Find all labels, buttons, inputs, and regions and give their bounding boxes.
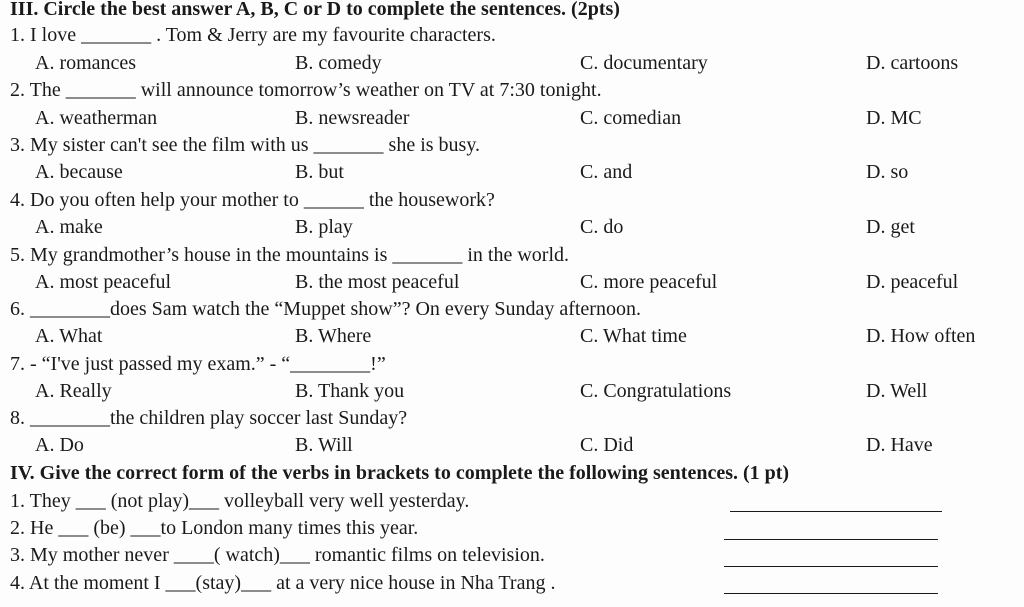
q6-option-d[interactable]: D. How often <box>866 325 976 347</box>
q5-option-c[interactable]: C. more peaceful <box>580 271 718 293</box>
q7-option-c[interactable]: C. Congratulations <box>580 380 732 402</box>
q5-option-d[interactable]: D. peaceful <box>866 271 959 293</box>
q5-option-b[interactable]: B. the most peaceful <box>295 271 460 293</box>
q5-option-a[interactable]: A. most peaceful <box>35 271 172 293</box>
q6-option-c[interactable]: C. What time <box>580 325 687 347</box>
question-1: 1. I love _______ . Tom & Jerry are my favourite characters. <box>10 24 496 46</box>
q8-option-d[interactable]: D. Have <box>866 434 933 456</box>
question-4: 4. Do you often help your mother to ______ the housework? <box>10 189 495 211</box>
question-8: 8. ________the children play soccer last Sunday? <box>10 407 408 429</box>
q2-option-b[interactable]: B. newsreader <box>295 107 410 129</box>
q3-option-a[interactable]: A. because <box>35 161 123 183</box>
verb-sentence-4: 4. At the moment I ___(stay)___ at a very nice house in Nha Trang . <box>10 572 556 594</box>
q1-option-c[interactable]: C. documentary <box>580 52 708 74</box>
q8-option-b[interactable]: B. Will <box>295 434 353 456</box>
verb-sentence-3: 3. My mother never ____( watch)___ romantic films on television. <box>10 544 545 566</box>
q4-option-a[interactable]: A. make <box>35 216 103 238</box>
answer-line-2[interactable] <box>724 539 938 540</box>
q4-option-b[interactable]: B. play <box>295 216 353 238</box>
q6-option-a[interactable]: A. What <box>35 325 103 347</box>
question-2: 2. The _______ will announce tomorrow’s weather on TV at 7:30 tonight. <box>10 79 602 101</box>
q4-option-c[interactable]: C. do <box>580 216 624 238</box>
section-3-heading: III. Circle the best answer A, B, C or D to complete the sentences. (2pts) <box>10 0 620 20</box>
section-4-heading: IV. Give the correct form of the verbs in brackets to complete the following sentences. (1 pt) <box>10 462 790 484</box>
verb-sentence-2: 2. He ___ (be) ___to London many times this year. <box>10 517 419 539</box>
q7-option-a[interactable]: A. Really <box>35 380 112 402</box>
q7-option-d[interactable]: D. Well <box>866 380 928 402</box>
q4-option-d[interactable]: D. get <box>866 216 915 238</box>
question-3: 3. My sister can't see the film with us _______ she is busy. <box>10 134 481 156</box>
question-5: 5. My grandmother’s house in the mountains is _______ in the world. <box>10 244 570 266</box>
q3-option-c[interactable]: C. and <box>580 161 633 183</box>
q1-option-a[interactable]: A. romances <box>35 52 137 74</box>
q1-option-d[interactable]: D. cartoons <box>866 52 959 74</box>
answer-line-4[interactable] <box>724 593 938 594</box>
question-6: 6. ________does Sam watch the “Muppet show”? On every Sunday afternoon. <box>10 298 641 320</box>
question-7: 7. - “I've just passed my exam.” - “________!” <box>10 353 386 375</box>
q7-option-b[interactable]: B. Thank you <box>295 380 405 402</box>
q2-option-d[interactable]: D. MC <box>866 107 922 129</box>
answer-line-1[interactable] <box>730 511 942 512</box>
q2-option-a[interactable]: A. weatherman <box>35 107 158 129</box>
q3-option-d[interactable]: D. so <box>866 161 909 183</box>
q6-option-b[interactable]: B. Where <box>295 325 372 347</box>
q2-option-c[interactable]: C. comedian <box>580 107 682 129</box>
answer-line-3[interactable] <box>724 566 938 567</box>
q3-option-b[interactable]: B. but <box>295 161 344 183</box>
verb-sentence-1: 1. They ___ (not play)___ volleyball very well yesterday. <box>10 490 470 512</box>
q1-option-b[interactable]: B. comedy <box>295 52 382 74</box>
q8-option-a[interactable]: A. Do <box>35 434 84 456</box>
q8-option-c[interactable]: C. Did <box>580 434 634 456</box>
